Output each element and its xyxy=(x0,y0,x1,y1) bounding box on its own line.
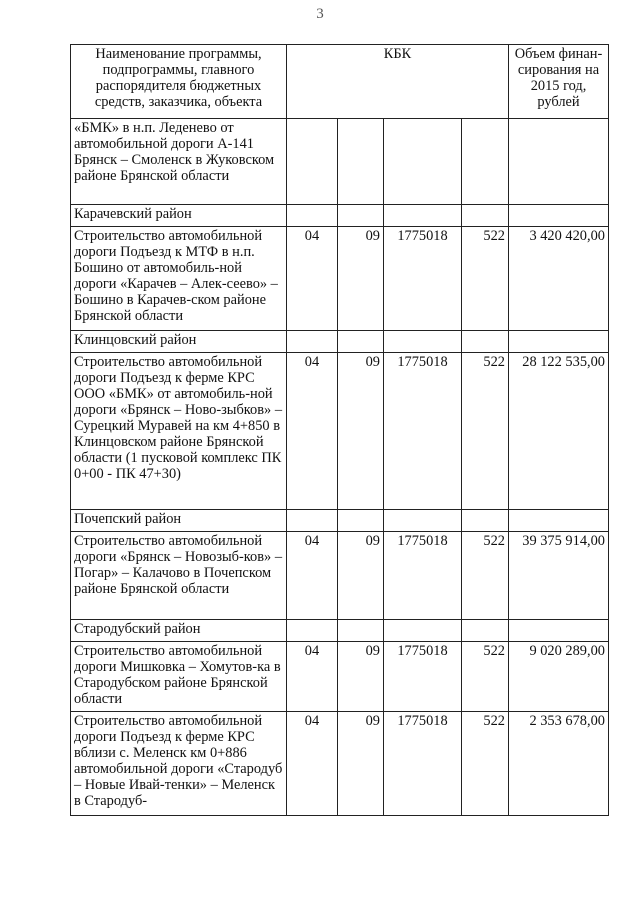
funding-amount: 39 375 914,00 xyxy=(509,532,609,620)
object-name: Строительство автомобильной дороги Подъезд к ферме КРС вблизи с. Меленск км 0+886 автомобильной дороги «Стародуб – Новые Ивай-тенки» – Меленск в Стародуб- xyxy=(71,712,287,816)
kbk-target-article: 1775018 xyxy=(384,712,462,816)
object-name: Строительство автомобильной дороги Мишковка – Хомутов-ка в Стародубском районе Брянской области xyxy=(71,642,287,712)
kbk-section: 04 xyxy=(287,227,338,331)
table-row xyxy=(71,642,609,712)
table-row xyxy=(71,532,609,620)
kbk-section: 04 xyxy=(287,642,338,712)
kbk-subsection xyxy=(338,119,384,205)
kbk-expense-type xyxy=(462,119,509,205)
kbk-section xyxy=(287,119,338,205)
kbk-target-article: 1775018 xyxy=(384,353,462,510)
district-row xyxy=(71,620,609,642)
header-amount: Объем финан-сирования на 2015 год, рублей xyxy=(509,45,609,119)
header-kbk: КБК xyxy=(287,45,509,119)
kbk-section: 04 xyxy=(287,353,338,510)
table-row xyxy=(71,119,609,205)
district-name: Почепский район xyxy=(71,510,287,532)
kbk-section: 04 xyxy=(287,532,338,620)
kbk-section: 04 xyxy=(287,712,338,816)
kbk-target-article: 1775018 xyxy=(384,532,462,620)
funding-amount: 28 122 535,00 xyxy=(509,353,609,510)
object-name: Строительство автомобильной дороги «Брянск – Новозыб-ков» – Погар» – Калачово в Почепском районе Брянской области xyxy=(71,532,287,620)
kbk-subsection: 09 xyxy=(338,532,384,620)
kbk-expense-type: 522 xyxy=(462,642,509,712)
table-row xyxy=(71,227,609,331)
kbk-expense-type: 522 xyxy=(462,712,509,816)
funding-amount: 2 353 678,00 xyxy=(509,712,609,816)
page-number: 3 xyxy=(316,6,324,22)
object-name: Строительство автомобильной дороги Подъезд к ферме КРС ООО «БМК» от автомобиль-ной дороги «Брянск – Ново-зыбков» – Сурецкий Муравей на км 4+850 в Клинцовском районе Брянской области (1 пусковой комплекс ПК 0+00 - ПК 47+30) xyxy=(71,353,287,510)
kbk-target-article: 1775018 xyxy=(384,227,462,331)
table-row xyxy=(71,712,609,816)
table-header-row xyxy=(71,45,609,119)
funding-amount: 9 020 289,00 xyxy=(509,642,609,712)
district-name: Карачевский район xyxy=(71,205,287,227)
kbk-expense-type: 522 xyxy=(462,532,509,620)
kbk-expense-type: 522 xyxy=(462,353,509,510)
funding-amount xyxy=(509,119,609,205)
kbk-subsection: 09 xyxy=(338,227,384,331)
object-name: «БМК» в н.п. Леденево от автомобильной дороги А-141 Брянск – Смоленск в Жуковском районе Брянской области xyxy=(71,119,287,205)
kbk-target-article xyxy=(384,119,462,205)
kbk-expense-type: 522 xyxy=(462,227,509,331)
district-row xyxy=(71,205,609,227)
table-row xyxy=(71,353,609,510)
district-row xyxy=(71,510,609,532)
kbk-subsection: 09 xyxy=(338,642,384,712)
kbk-target-article: 1775018 xyxy=(384,642,462,712)
funding-amount: 3 420 420,00 xyxy=(509,227,609,331)
object-name: Строительство автомобильной дороги Подъезд к МТФ в н.п. Бошино от автомобиль-ной дороги «Карачев – Алек-сеево» – Бошино в Карачев-ском районе Брянской области xyxy=(71,227,287,331)
district-row xyxy=(71,331,609,353)
budget-table xyxy=(70,44,609,816)
kbk-subsection: 09 xyxy=(338,353,384,510)
district-name: Клинцовский район xyxy=(71,331,287,353)
header-name: Наименование программы, подпрограммы, главного распорядителя бюджетных средств, заказчика, объекта xyxy=(71,45,287,119)
district-name: Стародубский район xyxy=(71,620,287,642)
kbk-subsection: 09 xyxy=(338,712,384,816)
